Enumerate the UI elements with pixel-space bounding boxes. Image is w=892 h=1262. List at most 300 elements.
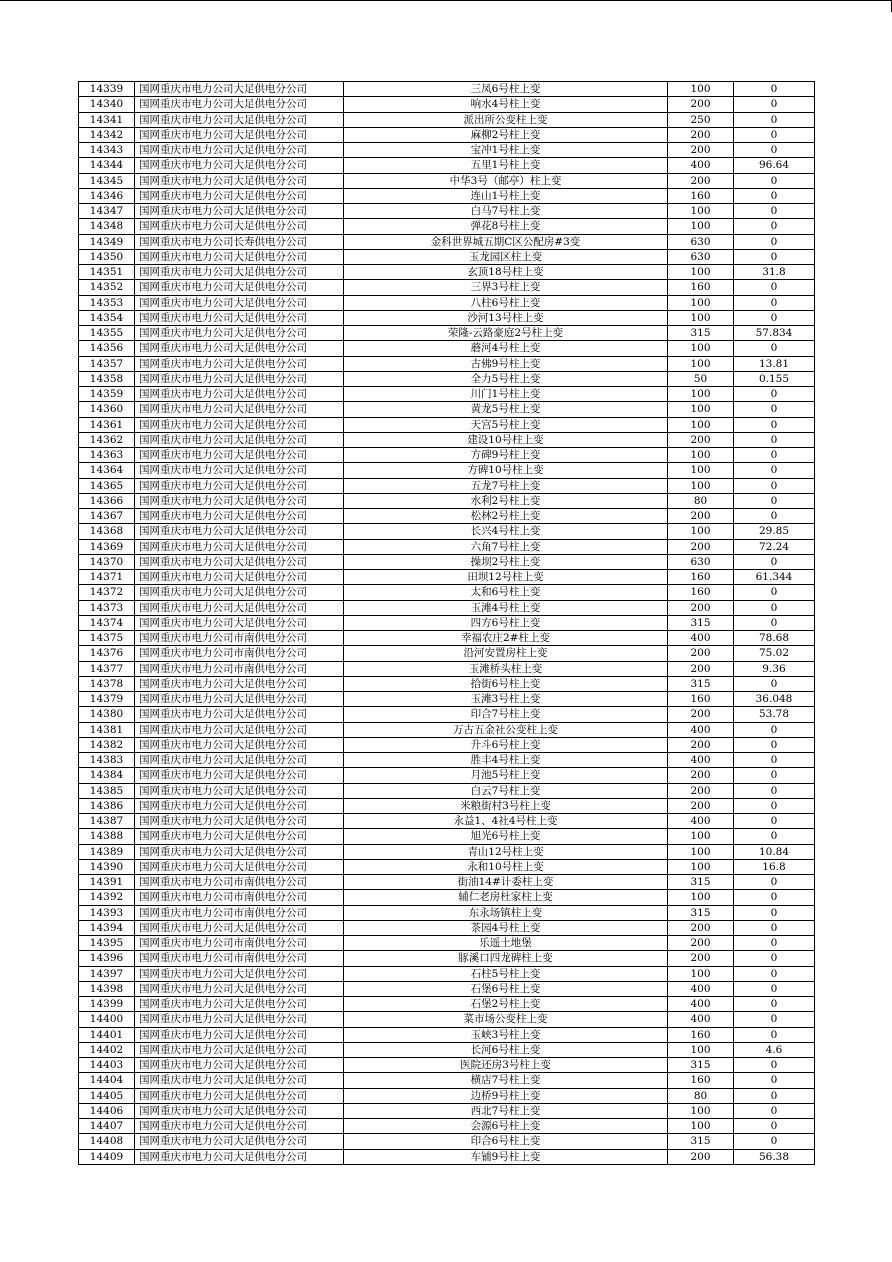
value-cell: 9.36 <box>734 661 815 676</box>
organization-cell: 国网重庆市电力公司大足供电分公司 <box>135 707 344 722</box>
row-number-cell: 14376 <box>79 646 135 661</box>
capacity-cell: 200 <box>668 509 734 524</box>
row-number-cell: 14401 <box>79 1027 135 1042</box>
organization-cell: 国网重庆市电力公司大足供电分公司 <box>135 371 344 386</box>
table-row <box>79 478 815 493</box>
value-cell: 0 <box>734 387 815 402</box>
table-row <box>79 173 815 188</box>
transformer-name-cell: 胜丰4号柱上变 <box>344 753 668 768</box>
transformer-name-cell: 弹花8号柱上变 <box>344 219 668 234</box>
row-number-cell: 14348 <box>79 219 135 234</box>
value-cell: 0 <box>734 188 815 203</box>
organization-cell: 国网重庆市电力公司大足供电分公司 <box>135 722 344 737</box>
row-number-cell: 14394 <box>79 920 135 935</box>
row-number-cell: 14357 <box>79 356 135 371</box>
transformer-name-cell: 玉龙园区柱上变 <box>344 249 668 264</box>
row-number-cell: 14396 <box>79 951 135 966</box>
transformer-name-cell: 沙河13号柱上变 <box>344 310 668 325</box>
capacity-cell: 630 <box>668 249 734 264</box>
capacity-cell: 100 <box>668 829 734 844</box>
row-number-cell: 14373 <box>79 600 135 615</box>
table-row <box>79 539 815 554</box>
row-number-cell: 14391 <box>79 875 135 890</box>
value-cell: 0 <box>734 615 815 630</box>
capacity-cell: 200 <box>668 783 734 798</box>
organization-cell: 国网重庆市电力公司大足供电分公司 <box>135 478 344 493</box>
table-row <box>79 387 815 402</box>
table-row <box>79 814 815 829</box>
value-cell: 0 <box>734 600 815 615</box>
organization-cell: 国网重庆市电力公司大足供电分公司 <box>135 448 344 463</box>
table-row <box>79 859 815 874</box>
capacity-cell: 200 <box>668 920 734 935</box>
organization-cell: 国网重庆市电力公司大足供电分公司 <box>135 1149 344 1164</box>
row-number-cell: 14378 <box>79 676 135 691</box>
transformer-name-cell: 方碑10号柱上变 <box>344 463 668 478</box>
transformer-name-cell: 升斗6号柱上变 <box>344 737 668 752</box>
table-row <box>79 1088 815 1103</box>
organization-cell: 国网重庆市电力公司大足供电分公司 <box>135 753 344 768</box>
capacity-cell: 100 <box>668 448 734 463</box>
transformer-name-cell: 建设10号柱上变 <box>344 432 668 447</box>
value-cell: 0 <box>734 82 815 97</box>
transformer-name-cell: 永和10号柱上变 <box>344 859 668 874</box>
value-cell: 0 <box>734 798 815 813</box>
organization-cell: 国网重庆市电力公司大足供电分公司 <box>135 310 344 325</box>
row-number-cell: 14374 <box>79 615 135 630</box>
transformer-name-cell: 方碑9号柱上变 <box>344 448 668 463</box>
capacity-cell: 200 <box>668 737 734 752</box>
table-row <box>79 1058 815 1073</box>
organization-cell: 国网重庆市电力公司大足供电分公司 <box>135 570 344 585</box>
value-cell: 96.64 <box>734 158 815 173</box>
value-cell: 0 <box>734 448 815 463</box>
value-cell: 36.048 <box>734 692 815 707</box>
organization-cell: 国网重庆市电力公司市南供电分公司 <box>135 905 344 920</box>
table-row <box>79 570 815 585</box>
table-row <box>79 1149 815 1164</box>
transformer-table <box>78 81 815 1165</box>
value-cell: 0 <box>734 554 815 569</box>
organization-cell: 国网重庆市电力公司大足供电分公司 <box>135 783 344 798</box>
table-row <box>79 188 815 203</box>
transformer-name-cell: 东永场镇柱上变 <box>344 905 668 920</box>
table-row <box>79 249 815 264</box>
value-cell: 61.344 <box>734 570 815 585</box>
value-cell: 0 <box>734 966 815 981</box>
row-number-cell: 14397 <box>79 966 135 981</box>
row-number-cell: 14339 <box>79 82 135 97</box>
capacity-cell: 400 <box>668 997 734 1012</box>
row-number-cell: 14340 <box>79 97 135 112</box>
capacity-cell: 315 <box>668 875 734 890</box>
organization-cell: 国网重庆市电力公司大足供电分公司 <box>135 615 344 630</box>
transformer-name-cell: 水利2号柱上变 <box>344 493 668 508</box>
value-cell: 0 <box>734 814 815 829</box>
table-row <box>79 753 815 768</box>
organization-cell: 国网重庆市电力公司大足供电分公司 <box>135 859 344 874</box>
organization-cell: 国网重庆市电力公司大足供电分公司 <box>135 417 344 432</box>
row-number-cell: 14379 <box>79 692 135 707</box>
capacity-cell: 400 <box>668 753 734 768</box>
row-number-cell: 14341 <box>79 112 135 127</box>
row-number-cell: 14372 <box>79 585 135 600</box>
capacity-cell: 100 <box>668 310 734 325</box>
value-cell: 0 <box>734 676 815 691</box>
organization-cell: 国网重庆市电力公司大足供电分公司 <box>135 326 344 341</box>
organization-cell: 国网重庆市电力公司大足供电分公司 <box>135 1027 344 1042</box>
table-row <box>79 783 815 798</box>
transformer-name-cell: 印合6号柱上变 <box>344 1134 668 1149</box>
capacity-cell: 160 <box>668 692 734 707</box>
row-number-cell: 14365 <box>79 478 135 493</box>
row-number-cell: 14392 <box>79 890 135 905</box>
capacity-cell: 200 <box>668 707 734 722</box>
organization-cell: 国网重庆市电力公司大足供电分公司 <box>135 1012 344 1027</box>
capacity-cell: 200 <box>668 1149 734 1164</box>
organization-cell: 国网重庆市电力公司大足供电分公司 <box>135 539 344 554</box>
row-number-cell: 14393 <box>79 905 135 920</box>
capacity-cell: 100 <box>668 82 734 97</box>
capacity-cell: 315 <box>668 1134 734 1149</box>
capacity-cell: 100 <box>668 1119 734 1134</box>
transformer-name-cell: 月池5号柱上变 <box>344 768 668 783</box>
table-row <box>79 82 815 97</box>
row-number-cell: 14354 <box>79 310 135 325</box>
capacity-cell: 100 <box>668 859 734 874</box>
value-cell: 0 <box>734 1073 815 1088</box>
value-cell: 0 <box>734 997 815 1012</box>
organization-cell: 国网重庆市电力公司大足供电分公司 <box>135 143 344 158</box>
value-cell: 0 <box>734 722 815 737</box>
value-cell: 0 <box>734 783 815 798</box>
capacity-cell: 80 <box>668 493 734 508</box>
transformer-name-cell: 医院还房3号柱上变 <box>344 1058 668 1073</box>
value-cell: 0 <box>734 829 815 844</box>
transformer-name-cell: 四方6号柱上变 <box>344 615 668 630</box>
value-cell: 0 <box>734 112 815 127</box>
transformer-name-cell: 五龙7号柱上变 <box>344 478 668 493</box>
capacity-cell: 400 <box>668 631 734 646</box>
table-row <box>79 1027 815 1042</box>
table-row <box>79 417 815 432</box>
value-cell: 0 <box>734 417 815 432</box>
value-cell: 0 <box>734 280 815 295</box>
table-row <box>79 676 815 691</box>
value-cell: 0 <box>734 1027 815 1042</box>
row-number-cell: 14386 <box>79 798 135 813</box>
value-cell: 56.38 <box>734 1149 815 1164</box>
row-number-cell: 14369 <box>79 539 135 554</box>
row-number-cell: 14371 <box>79 570 135 585</box>
table-row <box>79 493 815 508</box>
capacity-cell: 200 <box>668 173 734 188</box>
organization-cell: 国网重庆市电力公司市南供电分公司 <box>135 646 344 661</box>
organization-cell: 国网重庆市电力公司市南供电分公司 <box>135 875 344 890</box>
organization-cell: 国网重庆市电力公司大足供电分公司 <box>135 1042 344 1057</box>
row-number-cell: 14407 <box>79 1119 135 1134</box>
transformer-name-cell: 会源6号柱上变 <box>344 1119 668 1134</box>
row-number-cell: 14350 <box>79 249 135 264</box>
transformer-name-cell: 幸福农庄2#柱上变 <box>344 631 668 646</box>
table-row <box>79 768 815 783</box>
row-number-cell: 14356 <box>79 341 135 356</box>
table-row <box>79 1073 815 1088</box>
capacity-cell: 100 <box>668 1103 734 1118</box>
table-row <box>79 371 815 386</box>
table-row <box>79 798 815 813</box>
organization-cell: 国网重庆市电力公司长寿供电分公司 <box>135 234 344 249</box>
table-row <box>79 936 815 951</box>
capacity-cell: 100 <box>668 356 734 371</box>
table-row <box>79 509 815 524</box>
capacity-cell: 400 <box>668 158 734 173</box>
transformer-name-cell: 天宫5号柱上变 <box>344 417 668 432</box>
capacity-cell: 160 <box>668 570 734 585</box>
organization-cell: 国网重庆市电力公司大足供电分公司 <box>135 1134 344 1149</box>
table-row <box>79 112 815 127</box>
organization-cell: 国网重庆市电力公司大足供电分公司 <box>135 692 344 707</box>
capacity-cell: 200 <box>668 798 734 813</box>
value-cell: 0 <box>734 936 815 951</box>
table-row <box>79 463 815 478</box>
capacity-cell: 315 <box>668 905 734 920</box>
table-row <box>79 890 815 905</box>
value-cell: 16.8 <box>734 859 815 874</box>
transformer-name-cell: 横店7号柱上变 <box>344 1073 668 1088</box>
transformer-name-cell: 响水4号柱上变 <box>344 97 668 112</box>
row-number-cell: 14381 <box>79 722 135 737</box>
row-number-cell: 14364 <box>79 463 135 478</box>
transformer-name-cell: 黄龙5号柱上变 <box>344 402 668 417</box>
transformer-name-cell: 六角7号柱上变 <box>344 539 668 554</box>
capacity-cell: 80 <box>668 1088 734 1103</box>
capacity-cell: 160 <box>668 280 734 295</box>
capacity-cell: 50 <box>668 371 734 386</box>
capacity-cell: 100 <box>668 219 734 234</box>
row-number-cell: 14368 <box>79 524 135 539</box>
value-cell: 0 <box>734 875 815 890</box>
value-cell: 0 <box>734 920 815 935</box>
transformer-name-cell: 白马7号柱上变 <box>344 204 668 219</box>
row-number-cell: 14355 <box>79 326 135 341</box>
capacity-cell: 160 <box>668 1073 734 1088</box>
transformer-name-cell: 蘑河4号柱上变 <box>344 341 668 356</box>
row-number-cell: 14390 <box>79 859 135 874</box>
organization-cell: 国网重庆市电力公司大足供电分公司 <box>135 97 344 112</box>
transformer-name-cell: 车铺9号柱上变 <box>344 1149 668 1164</box>
transformer-name-cell: 操坝2号柱上变 <box>344 554 668 569</box>
organization-cell: 国网重庆市电力公司大足供电分公司 <box>135 249 344 264</box>
table-row <box>79 204 815 219</box>
organization-cell: 国网重庆市电力公司大足供电分公司 <box>135 966 344 981</box>
capacity-cell: 100 <box>668 341 734 356</box>
table-row <box>79 600 815 615</box>
value-cell: 0 <box>734 432 815 447</box>
organization-cell: 国网重庆市电力公司大足供电分公司 <box>135 585 344 600</box>
table-row <box>79 310 815 325</box>
table-row <box>79 356 815 371</box>
value-cell: 0 <box>734 753 815 768</box>
row-number-cell: 14367 <box>79 509 135 524</box>
organization-cell: 国网重庆市电力公司大足供电分公司 <box>135 112 344 127</box>
transformer-name-cell: 长河6号柱上变 <box>344 1042 668 1057</box>
row-number-cell: 14400 <box>79 1012 135 1027</box>
capacity-cell: 100 <box>668 417 734 432</box>
capacity-cell: 200 <box>668 661 734 676</box>
organization-cell: 国网重庆市电力公司市南供电分公司 <box>135 631 344 646</box>
transformer-name-cell: 三凤6号柱上变 <box>344 82 668 97</box>
organization-cell: 国网重庆市电力公司大足供电分公司 <box>135 188 344 203</box>
value-cell: 31.8 <box>734 265 815 280</box>
organization-cell: 国网重庆市电力公司大足供电分公司 <box>135 798 344 813</box>
capacity-cell: 400 <box>668 981 734 996</box>
page-top-border <box>0 0 892 1</box>
organization-cell: 国网重庆市电力公司大足供电分公司 <box>135 600 344 615</box>
row-number-cell: 14343 <box>79 143 135 158</box>
value-cell: 0 <box>734 1058 815 1073</box>
organization-cell: 国网重庆市电力公司市南供电分公司 <box>135 951 344 966</box>
capacity-cell: 315 <box>668 326 734 341</box>
value-cell: 0 <box>734 737 815 752</box>
row-number-cell: 14362 <box>79 432 135 447</box>
capacity-cell: 400 <box>668 1012 734 1027</box>
value-cell: 0 <box>734 890 815 905</box>
row-number-cell: 14404 <box>79 1073 135 1088</box>
capacity-cell: 160 <box>668 188 734 203</box>
table-row <box>79 127 815 142</box>
organization-cell: 国网重庆市电力公司大足供电分公司 <box>135 204 344 219</box>
organization-cell: 国网重庆市电力公司大足供电分公司 <box>135 356 344 371</box>
organization-cell: 国网重庆市电力公司市南供电分公司 <box>135 890 344 905</box>
transformer-name-cell: 松林2号柱上变 <box>344 509 668 524</box>
capacity-cell: 160 <box>668 1027 734 1042</box>
value-cell: 0 <box>734 295 815 310</box>
table-row <box>79 341 815 356</box>
value-cell: 0 <box>734 1012 815 1027</box>
value-cell: 0 <box>734 509 815 524</box>
row-number-cell: 14370 <box>79 554 135 569</box>
table-row <box>79 615 815 630</box>
capacity-cell: 630 <box>668 554 734 569</box>
transformer-name-cell: 太和6号柱上变 <box>344 585 668 600</box>
row-number-cell: 14383 <box>79 753 135 768</box>
capacity-cell: 200 <box>668 951 734 966</box>
capacity-cell: 200 <box>668 539 734 554</box>
table-row <box>79 432 815 447</box>
organization-cell: 国网重庆市电力公司大足供电分公司 <box>135 295 344 310</box>
capacity-cell: 400 <box>668 722 734 737</box>
transformer-name-cell: 街油14#计委柱上变 <box>344 875 668 890</box>
value-cell: 0 <box>734 97 815 112</box>
value-cell: 0 <box>734 127 815 142</box>
value-cell: 53.78 <box>734 707 815 722</box>
organization-cell: 国网重庆市电力公司大足供电分公司 <box>135 814 344 829</box>
row-number-cell: 14363 <box>79 448 135 463</box>
value-cell: 13.81 <box>734 356 815 371</box>
transformer-name-cell: 石堡2号柱上变 <box>344 997 668 1012</box>
value-cell: 0 <box>734 478 815 493</box>
row-number-cell: 14361 <box>79 417 135 432</box>
value-cell: 0 <box>734 310 815 325</box>
row-number-cell: 14351 <box>79 265 135 280</box>
value-cell: 0 <box>734 249 815 264</box>
transformer-name-cell: 宝冲1号柱上变 <box>344 143 668 158</box>
organization-cell: 国网重庆市电力公司大足供电分公司 <box>135 432 344 447</box>
row-number-cell: 14389 <box>79 844 135 859</box>
transformer-name-cell: 玉滩4号柱上变 <box>344 600 668 615</box>
organization-cell: 国网重庆市电力公司大足供电分公司 <box>135 280 344 295</box>
transformer-name-cell: 辅仁老房杜家柱上变 <box>344 890 668 905</box>
organization-cell: 国网重庆市电力公司大足供电分公司 <box>135 493 344 508</box>
table-row <box>79 951 815 966</box>
organization-cell: 国网重庆市电力公司大足供电分公司 <box>135 219 344 234</box>
value-cell: 0 <box>734 402 815 417</box>
table-row <box>79 326 815 341</box>
row-number-cell: 14377 <box>79 661 135 676</box>
row-number-cell: 14408 <box>79 1134 135 1149</box>
transformer-name-cell: 茶园4号柱上变 <box>344 920 668 935</box>
transformer-name-cell: 连山1号柱上变 <box>344 188 668 203</box>
value-cell: 0 <box>734 1088 815 1103</box>
table-row <box>79 158 815 173</box>
capacity-cell: 100 <box>668 1042 734 1057</box>
value-cell: 0 <box>734 768 815 783</box>
capacity-cell: 315 <box>668 676 734 691</box>
capacity-cell: 100 <box>668 524 734 539</box>
organization-cell: 国网重庆市电力公司大足供电分公司 <box>135 676 344 691</box>
value-cell: 0 <box>734 173 815 188</box>
transformer-name-cell: 玉峡3号柱上变 <box>344 1027 668 1042</box>
organization-cell: 国网重庆市电力公司大足供电分公司 <box>135 158 344 173</box>
table-row <box>79 737 815 752</box>
transformer-name-cell: 长兴4号柱上变 <box>344 524 668 539</box>
organization-cell: 国网重庆市电力公司市南供电分公司 <box>135 661 344 676</box>
capacity-cell: 200 <box>668 97 734 112</box>
row-number-cell: 14387 <box>79 814 135 829</box>
row-number-cell: 14345 <box>79 173 135 188</box>
organization-cell: 国网重庆市电力公司大足供电分公司 <box>135 341 344 356</box>
table-row <box>79 448 815 463</box>
organization-cell: 国网重庆市电力公司大足供电分公司 <box>135 829 344 844</box>
capacity-cell: 160 <box>668 585 734 600</box>
transformer-name-cell: 古佛9号柱上变 <box>344 356 668 371</box>
transformer-name-cell: 三界3号柱上变 <box>344 280 668 295</box>
transformer-name-cell: 荣隆-云路豪庭2号柱上变 <box>344 326 668 341</box>
table-row <box>79 692 815 707</box>
transformer-name-cell: 米粮街村3号柱上变 <box>344 798 668 813</box>
table-body <box>79 82 815 1165</box>
capacity-cell: 100 <box>668 295 734 310</box>
capacity-cell: 200 <box>668 768 734 783</box>
transformer-name-cell: 玉滩3号柱上变 <box>344 692 668 707</box>
table-row <box>79 981 815 996</box>
capacity-cell: 100 <box>668 387 734 402</box>
row-number-cell: 14406 <box>79 1103 135 1118</box>
capacity-cell: 100 <box>668 966 734 981</box>
organization-cell: 国网重庆市电力公司大足供电分公司 <box>135 1103 344 1118</box>
table-row <box>79 1012 815 1027</box>
table-row <box>79 905 815 920</box>
organization-cell: 国网重庆市电力公司大足供电分公司 <box>135 1073 344 1088</box>
capacity-cell: 200 <box>668 127 734 142</box>
value-cell: 29.85 <box>734 524 815 539</box>
organization-cell: 国网重庆市电力公司大足供电分公司 <box>135 1058 344 1073</box>
value-cell: 78.68 <box>734 631 815 646</box>
transformer-name-cell: 印合7号柱上变 <box>344 707 668 722</box>
value-cell: 57.834 <box>734 326 815 341</box>
capacity-cell: 100 <box>668 463 734 478</box>
